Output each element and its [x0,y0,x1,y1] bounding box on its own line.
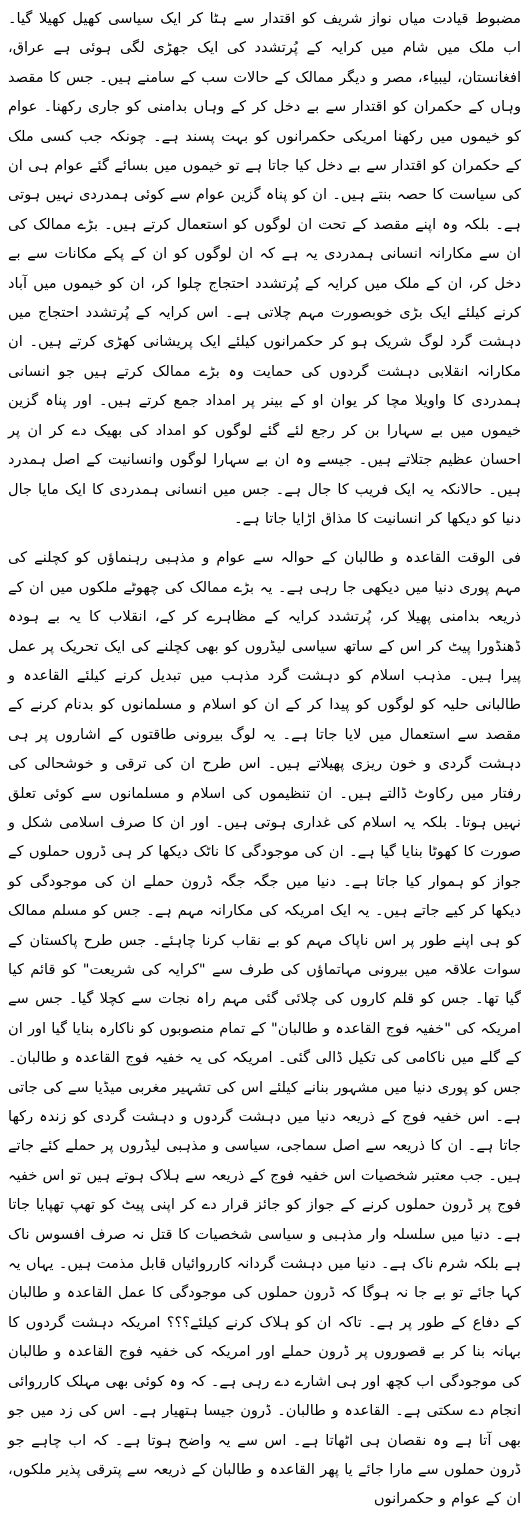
article-paragraph-1: مضبوط قیادت میاں نواز شریف کو اقتدار سے ہٹا کر ایک سیاسی کھیل کھیلا گیا۔ اب ملک میں شام میں کرایہ کے پُرتشدد کی ایک جھڑی لگی ہوئی ہے عراق، افغانستان، لیبیاء، مصر و دیگر ممالک کے حالات سب کے سامنے ہیں۔ جس کا مقصد وہاں کے حکمران کو اقتدار سے بے دخل کر کے وہاں بدامنی کو جاری رکھنا۔ عوام کو خیموں میں رکھنا امریکی حکمرانوں کو بہت پسند ہے۔ چونکہ جب کسی ملک کے حکمران کو اقتدار سے بے دخل کیا جاتا ہے تو خیموں میں بسائے گئے عوام ہی ان کی سیاست کا حصہ بنتے ہیں۔ ان کو پناہ گزین عوام سے کوئی ہمدردی نہیں ہوتی ہے۔ بلکہ وہ اپنے مقصد کے تحت ان لوگوں کو استعمال کرتے ہیں۔ بڑے ممالک کی ان سے مکارانہ انسانی ہمدردی یہ ہے کہ ان لوگوں کو ان کے پکے مکانات سے بے دخل کر، ان کے ملک میں کرایہ کے پُرتشدد احتجاج چلوا کر، ان کو خیموں میں آباد کرنے کیلئے ایک بڑی خوبصورت مہم چلاتی ہے۔ اس کرایہ کے پُرتشدد احتجاج میں دہشت گرد لوگ شریک ہو کر حکمرانوں کیلئے ایک پریشانی کھڑی کرتے ہیں۔ ان مکارانہ انقلابی دہشت گردوں کی حمایت وہ بڑے ممالک کرتے ہیں جو انسانی ہمدردی کا واویلا مچا کر یوان او کے بینر پر امداد جمع کرتے ہیں۔ اور پناہ گزین خیموں میں بے سہارا بن کر رجع لئے گئے لوگوں کو امداد کی بھیک دے کر ان پر احسان عظیم جتلاتے ہیں۔ جیسے وہ ان بے سہارا لوگوں وانسانیت کے اصل ہمدرد ہیں۔ حالانکہ یہ ایک فریب کا جال ہے۔ جس میں انسانی ہمدردی کا ایک مایا جال دنیا کو دیکھا کر انسانیت کا مذاق اڑایا جاتا ہے۔ [8,10,521,527]
article-paragraph-2: فی الوقت القاعدہ و طالبان کے حوالہ سے عوام و مذہبی رہنماؤں کو کچلنے کی مہم پوری دنیا میں دیکھی جا رہی ہے۔ یہ بڑے ممالک کی چھوٹے ملکوں میں ان کے ذریعہ بدامنی پھیلا کر، پُرتشدد کرایہ کے مظاہرے کر کے، انقلاب کا یہ بے ہودہ ڈھنڈورا پیٹ کر اس کے ساتھ سیاسی لیڈروں کو بھی کچلنے کی ایک تحریک پر عمل پیرا ہیں۔ مذہب اسلام کو دہشت گرد مذہب میں تبدیل کرنے کیلئے القاعدہ و طالبانی حلیہ کو لوگوں کو پیدا کر کے ان کو اسلام و مسلمانوں کو بدنام کرنے کے مقصد سے استعمال میں لایا جاتا ہے۔ یہ لوگ بیرونی طاقتوں کے اشاروں پر ہی دہشت گردی و خون ریزی پھیلاتے ہیں۔ اس طرح ان کی ترقی و خوشحالی کی رفتار میں رکاوٹ ڈالتے ہیں۔ ان تنظیموں کی اسلام و مسلمانوں سے کوئی تعلق نہیں ہوتا۔ بلکہ یہ اسلام کی غداری ہوتی ہیں۔ اور ان کا صرف اسلامی شکل و صورت کا کھوٹا بنایا گیا ہے۔ ان کی موجودگی کا ناٹک دیکھا کر ہی ڈروں حملوں کے جواز کو ہموار کیا جاتا ہے۔ دنیا میں جگہ جگہ ڈرون حملے ان کی موجودگی کو دیکھا کر کیے جاتے ہیں۔ یہ ایک امریکہ کی مکارانہ مہم ہے۔ جس کو مسلم ممالک کو ہی اپنے طور پر اس ناپاک مہم کو بے نقاب کرنا چاہئے۔ جس طرح پاکستان کے سوات علاقہ میں بیرونی مہاتماؤں کی طرف سے "کرایہ کی شریعت" کو قائم کیا گیا تھا۔ جس کو قلم کاروں کی چلائی گئی مہم راہ نجات سے کچلا گیا۔ جس سے امریکہ کی "خفیہ فوج القاعدہ و طالبان" کے تمام منصوبوں کو ناکارہ بنایا گیا اور ان کے گلے میں ناکامی کی تکیل ڈالی گئی۔ امریکہ کی یہ خفیہ فوج القاعدہ و طالبان۔ جس کو پوری دنیا میں مشہور بنانے کیلئے اس کی تشہیر مغربی میڈیا سے کی جاتی ہے۔ اس خفیہ فوج کے ذریعہ دنیا میں دہشت گردوں و دہشت گردی کو زندہ رکھا جاتا ہے۔ ان کا ذریعہ سے اصل سماجی، سیاسی و مذہبی لیڈروں پر حملے کئے جاتے ہیں۔ جب معتبر شخصیات اس خفیہ فوج کے ذریعہ سے ہلاک ہوتے ہیں تو اس خفیہ فوج پر ڈرون حملوں کرنے کے جواز کو جائز قرار دے کر اپنی پیٹ کو تھپ تھپایا جاتا ہے۔ دنیا میں سلسلہ وار مذہبی و سیاسی شخصیات کا قتل نہ صرف افسوس ناک ہے بلکہ شرم ناک ہے۔ دنیا میں دہشت گردانہ کارروائیاں قابل مذمت ہیں۔ یہاں یہ کہا جائے تو بے جا نہ ہوگا کہ ڈرون حملوں کی موجودگی کا عمل القاعدہ و طالبان کے دفاع کے طور پر ہے۔ تاکہ ان کو ہلاک کرنے کیلئے؟؟؟ امریکہ دہشت گردوں کا بہانہ بنا کر بے قصوروں پر ڈرون حملے اور امریکہ کی خفیہ فوج القاعدہ و طالبان کی موجودگی اب کچھ اور ہی اشارے دے رہی ہے۔ کہ وہ کوئی بھی مہلک کارروائی انجام دے سکتی ہے۔ القاعدہ و طالبان۔ ڈرون جیسا ہتھیار ہے۔ اس کی زد میں جو بھی آتا ہے وہ نقصان ہی اٹھاتا ہے۔ اس سے یہ واضح ہوتا ہے۔ کہ اب چاہے جو ڈرون حملوں سے مارا جائے یا پھر القاعدہ و طالبان کے ذریعہ سے پترقی پذیر ملکوں، ان کے عوام و حکمرانوں [8,549,521,1508]
